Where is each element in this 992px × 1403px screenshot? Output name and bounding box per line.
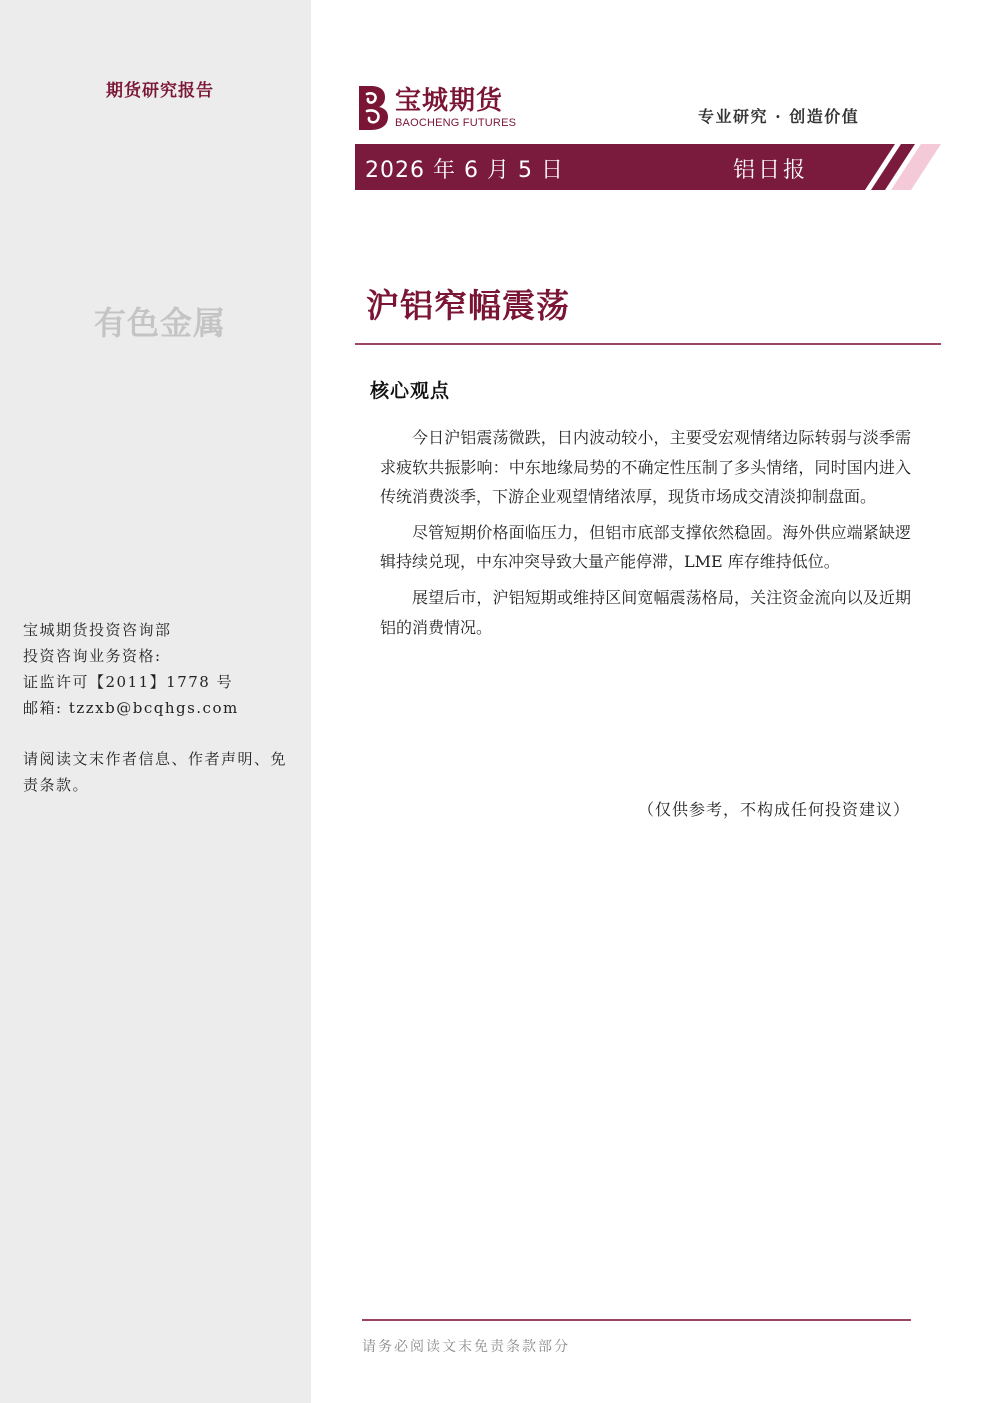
section-heading: 核心观点 (370, 380, 451, 402)
paragraph: 尽管短期价格面临压力，但铝市底部支撑依然稳固。海外供应端紧缺逻辑持续兑现，中东冲突导致大量产能停滞，LME 库存维持低位。 (380, 522, 911, 572)
qualification-label: 投资咨询业务资格: (23, 647, 162, 665)
report-type-label: 期货研究报告 (106, 81, 214, 101)
article-title: 沪铝窄幅震荡 (366, 286, 570, 325)
header-banner (355, 144, 941, 190)
sidebar-divider (311, 0, 313, 1403)
logo-english-name: BAOCHENG FUTURES (395, 117, 517, 129)
logo-mark-icon (355, 84, 391, 132)
license-number: 证监许可【2011】1778 号 (23, 673, 234, 691)
report-date: 2026 年 6 月 5 日 (365, 158, 564, 183)
sidebar (0, 0, 311, 1403)
footer-notice: 请务必阅读文末免责条款部分 (362, 1339, 570, 1355)
footer-divider (362, 1319, 911, 1321)
sector-label: 有色金属 (93, 304, 226, 342)
paragraph: 展望后市，沪铝短期或维持区间宽幅震荡格局，关注资金流向以及近期铝的消费情况。 (380, 587, 911, 637)
disclaimer-note: （仅供参考，不构成任何投资建议） (637, 800, 910, 819)
department-name: 宝城期货投资咨询部 (23, 621, 172, 639)
paragraph: 今日沪铝震荡微跌，日内波动较小，主要受宏观情绪边际转弱与淡季需求疲软共振影响：中东地缘局势的不确定性压制了多头情绪，同时国内进入传统消费淡季，下游企业观望情绪浓厚，现货市场成交清淡抑制盘面。 (380, 428, 911, 507)
title-divider (355, 343, 941, 345)
company-slogan: 专业研究 · 创造价值 (698, 107, 860, 126)
logo-chinese-name: 宝城期货 (395, 86, 504, 116)
article-body (380, 423, 911, 648)
reading-notice: 请阅读文末作者信息、作者声明、免责条款。 (23, 750, 288, 794)
contact-email: 邮箱: tzzxb@bcqhgs.com (23, 699, 239, 717)
report-name: 铝日报 (733, 158, 809, 183)
contact-info (23, 617, 239, 721)
company-logo (355, 84, 530, 134)
